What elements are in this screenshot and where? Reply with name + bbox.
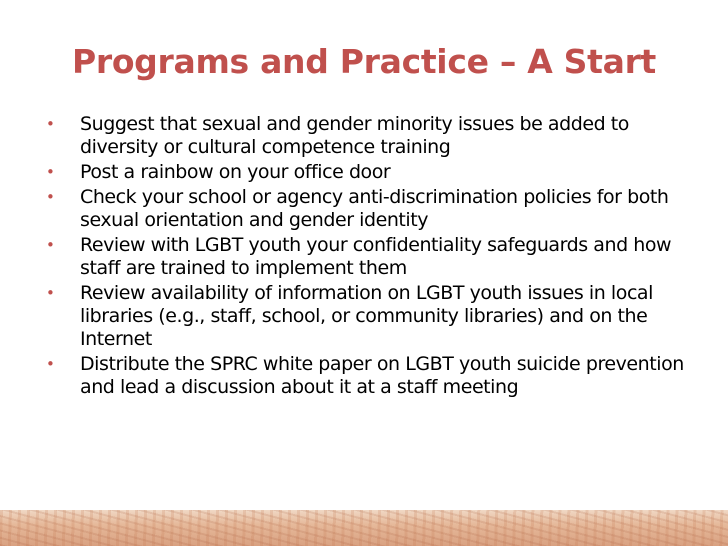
bullet-text: Review with LGBT youth your confidentiality safeguards and how staff are trained to implement them — [80, 234, 672, 279]
decorative-footer-band — [0, 510, 728, 546]
bullet-item — [44, 186, 694, 232]
bullet-text: Post a rainbow on your office door — [80, 161, 391, 183]
bullet-text: Review availability of information on LGBT youth issues in local libraries (e.g., staff, school, or community libraries) and on the Internet — [80, 282, 653, 350]
bullet-marker-icon: • — [46, 236, 55, 254]
bullet-marker-icon: • — [46, 188, 55, 206]
slide-title: Programs and Practice – A Start — [71, 42, 657, 81]
bullet-marker-icon: • — [46, 284, 55, 302]
bullet-list — [44, 113, 694, 401]
bullet-item — [44, 282, 694, 351]
bullet-item — [44, 161, 694, 184]
bullet-text: Distribute the SPRC white paper on LGBT youth suicide prevention and lead a discussion about it at a staff meeting — [80, 353, 684, 398]
bullet-item — [44, 113, 694, 159]
bullet-item — [44, 234, 694, 280]
bullet-item — [44, 353, 694, 399]
bullet-text: Suggest that sexual and gender minority issues be added to diversity or cultural competence training — [80, 113, 629, 158]
bullet-text: Check your school or agency anti-discrimination policies for both sexual orientation and gender identity — [80, 186, 669, 231]
bullet-marker-icon: • — [46, 163, 55, 181]
bullet-marker-icon: • — [46, 355, 55, 373]
bullet-marker-icon: • — [46, 115, 55, 133]
